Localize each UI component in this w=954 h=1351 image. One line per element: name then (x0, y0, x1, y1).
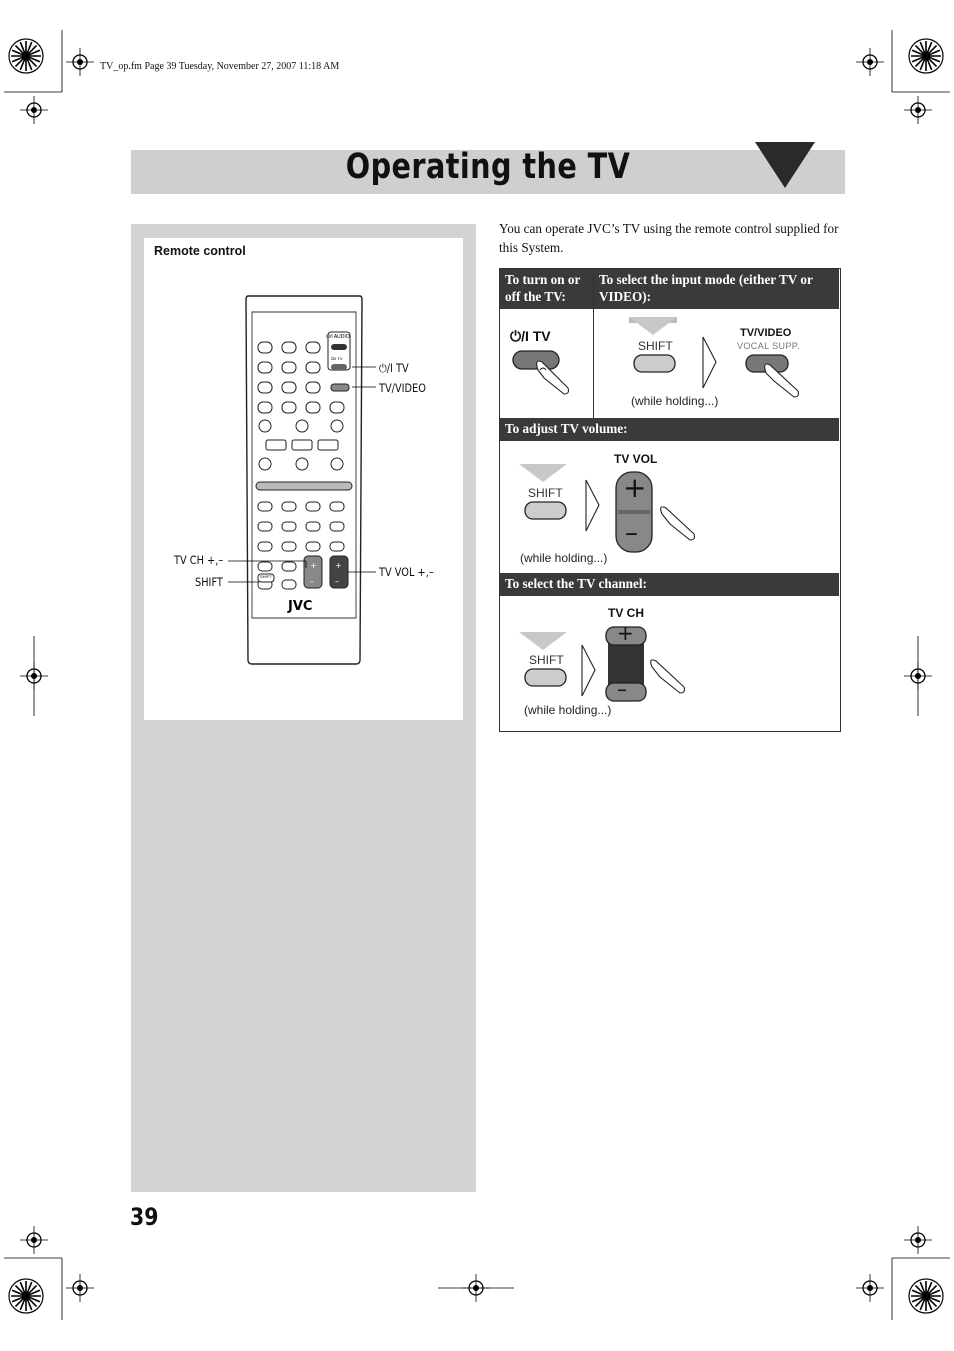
power-tv-button-icon (510, 348, 574, 396)
header-power: To turn on or off the TV: (500, 269, 593, 309)
svg-text:+: + (335, 561, 342, 570)
callout-tv-vol: TV VOL +,– (379, 565, 434, 579)
volume-note: (while holding...) (520, 551, 608, 565)
volume-shift-button-icon (524, 500, 568, 522)
input-note: (while holding...) (631, 394, 719, 408)
remote-logo: JVC (288, 599, 313, 614)
file-header: TV_op.fm Page 39 Tuesday, November 27, 2007 11:18 AM (100, 61, 340, 72)
shift-arrow-icon (629, 317, 679, 337)
ch-plus: + (617, 621, 634, 645)
svg-text:+: + (310, 561, 317, 570)
chevron-right-icon (580, 643, 598, 698)
page-title: Operating the TV (345, 147, 631, 187)
input-shift-label: SHIFT (638, 339, 673, 353)
column-divider (593, 269, 594, 418)
input-shift-button-icon (633, 353, 677, 375)
svg-text:–: – (335, 577, 339, 586)
vol-minus: – (625, 518, 638, 548)
header-input-mode: To select the input mode (either TV or VIDEO): (594, 269, 839, 309)
channel-note: (while holding...) (524, 703, 612, 717)
shift-arrow-icon (519, 464, 569, 484)
vol-plus: + (623, 471, 647, 504)
svg-text:–: – (310, 577, 314, 586)
page-number: 39 (130, 1203, 159, 1231)
tv-video-button-icon (744, 353, 804, 399)
chevron-right-icon (701, 335, 719, 390)
callout-tv-ch: TV CH +,– (174, 553, 224, 567)
header-channel: To select the TV channel: (500, 573, 839, 596)
volume-shift-label: SHIFT (528, 486, 563, 500)
channel-shift-button-icon (524, 667, 568, 689)
vocal-supp-label: VOCAL SUPP. (737, 341, 800, 351)
tv-vol-label: TV VOL (614, 452, 658, 466)
channel-shift-label: SHIFT (529, 653, 564, 667)
header-volume: To adjust TV volume: (500, 418, 839, 441)
tv-ch-label: TV CH (608, 606, 644, 620)
intro-paragraph: You can operate JVC’s TV using the remote control supplied for this System. (499, 221, 839, 255)
shift-arrow-icon (519, 632, 569, 652)
ch-minus: – (617, 677, 627, 701)
mini-audio-label: ⏻/I AUDIO (326, 334, 350, 340)
power-tv-label: ⏻/I TV (510, 328, 551, 344)
mini-tv-label: ⏻/I TV (331, 356, 343, 361)
remote-caption: Remote control (154, 244, 246, 258)
callout-shift: SHIFT (195, 575, 223, 589)
callout-power-tv: ⏻/I TV (379, 361, 409, 375)
tv-video-label: TV/VIDEO (740, 327, 792, 339)
callout-tv-video: TV/VIDEO (379, 381, 426, 395)
chevron-right-icon (584, 478, 602, 533)
mini-shift-label: SHIFT (260, 574, 272, 579)
